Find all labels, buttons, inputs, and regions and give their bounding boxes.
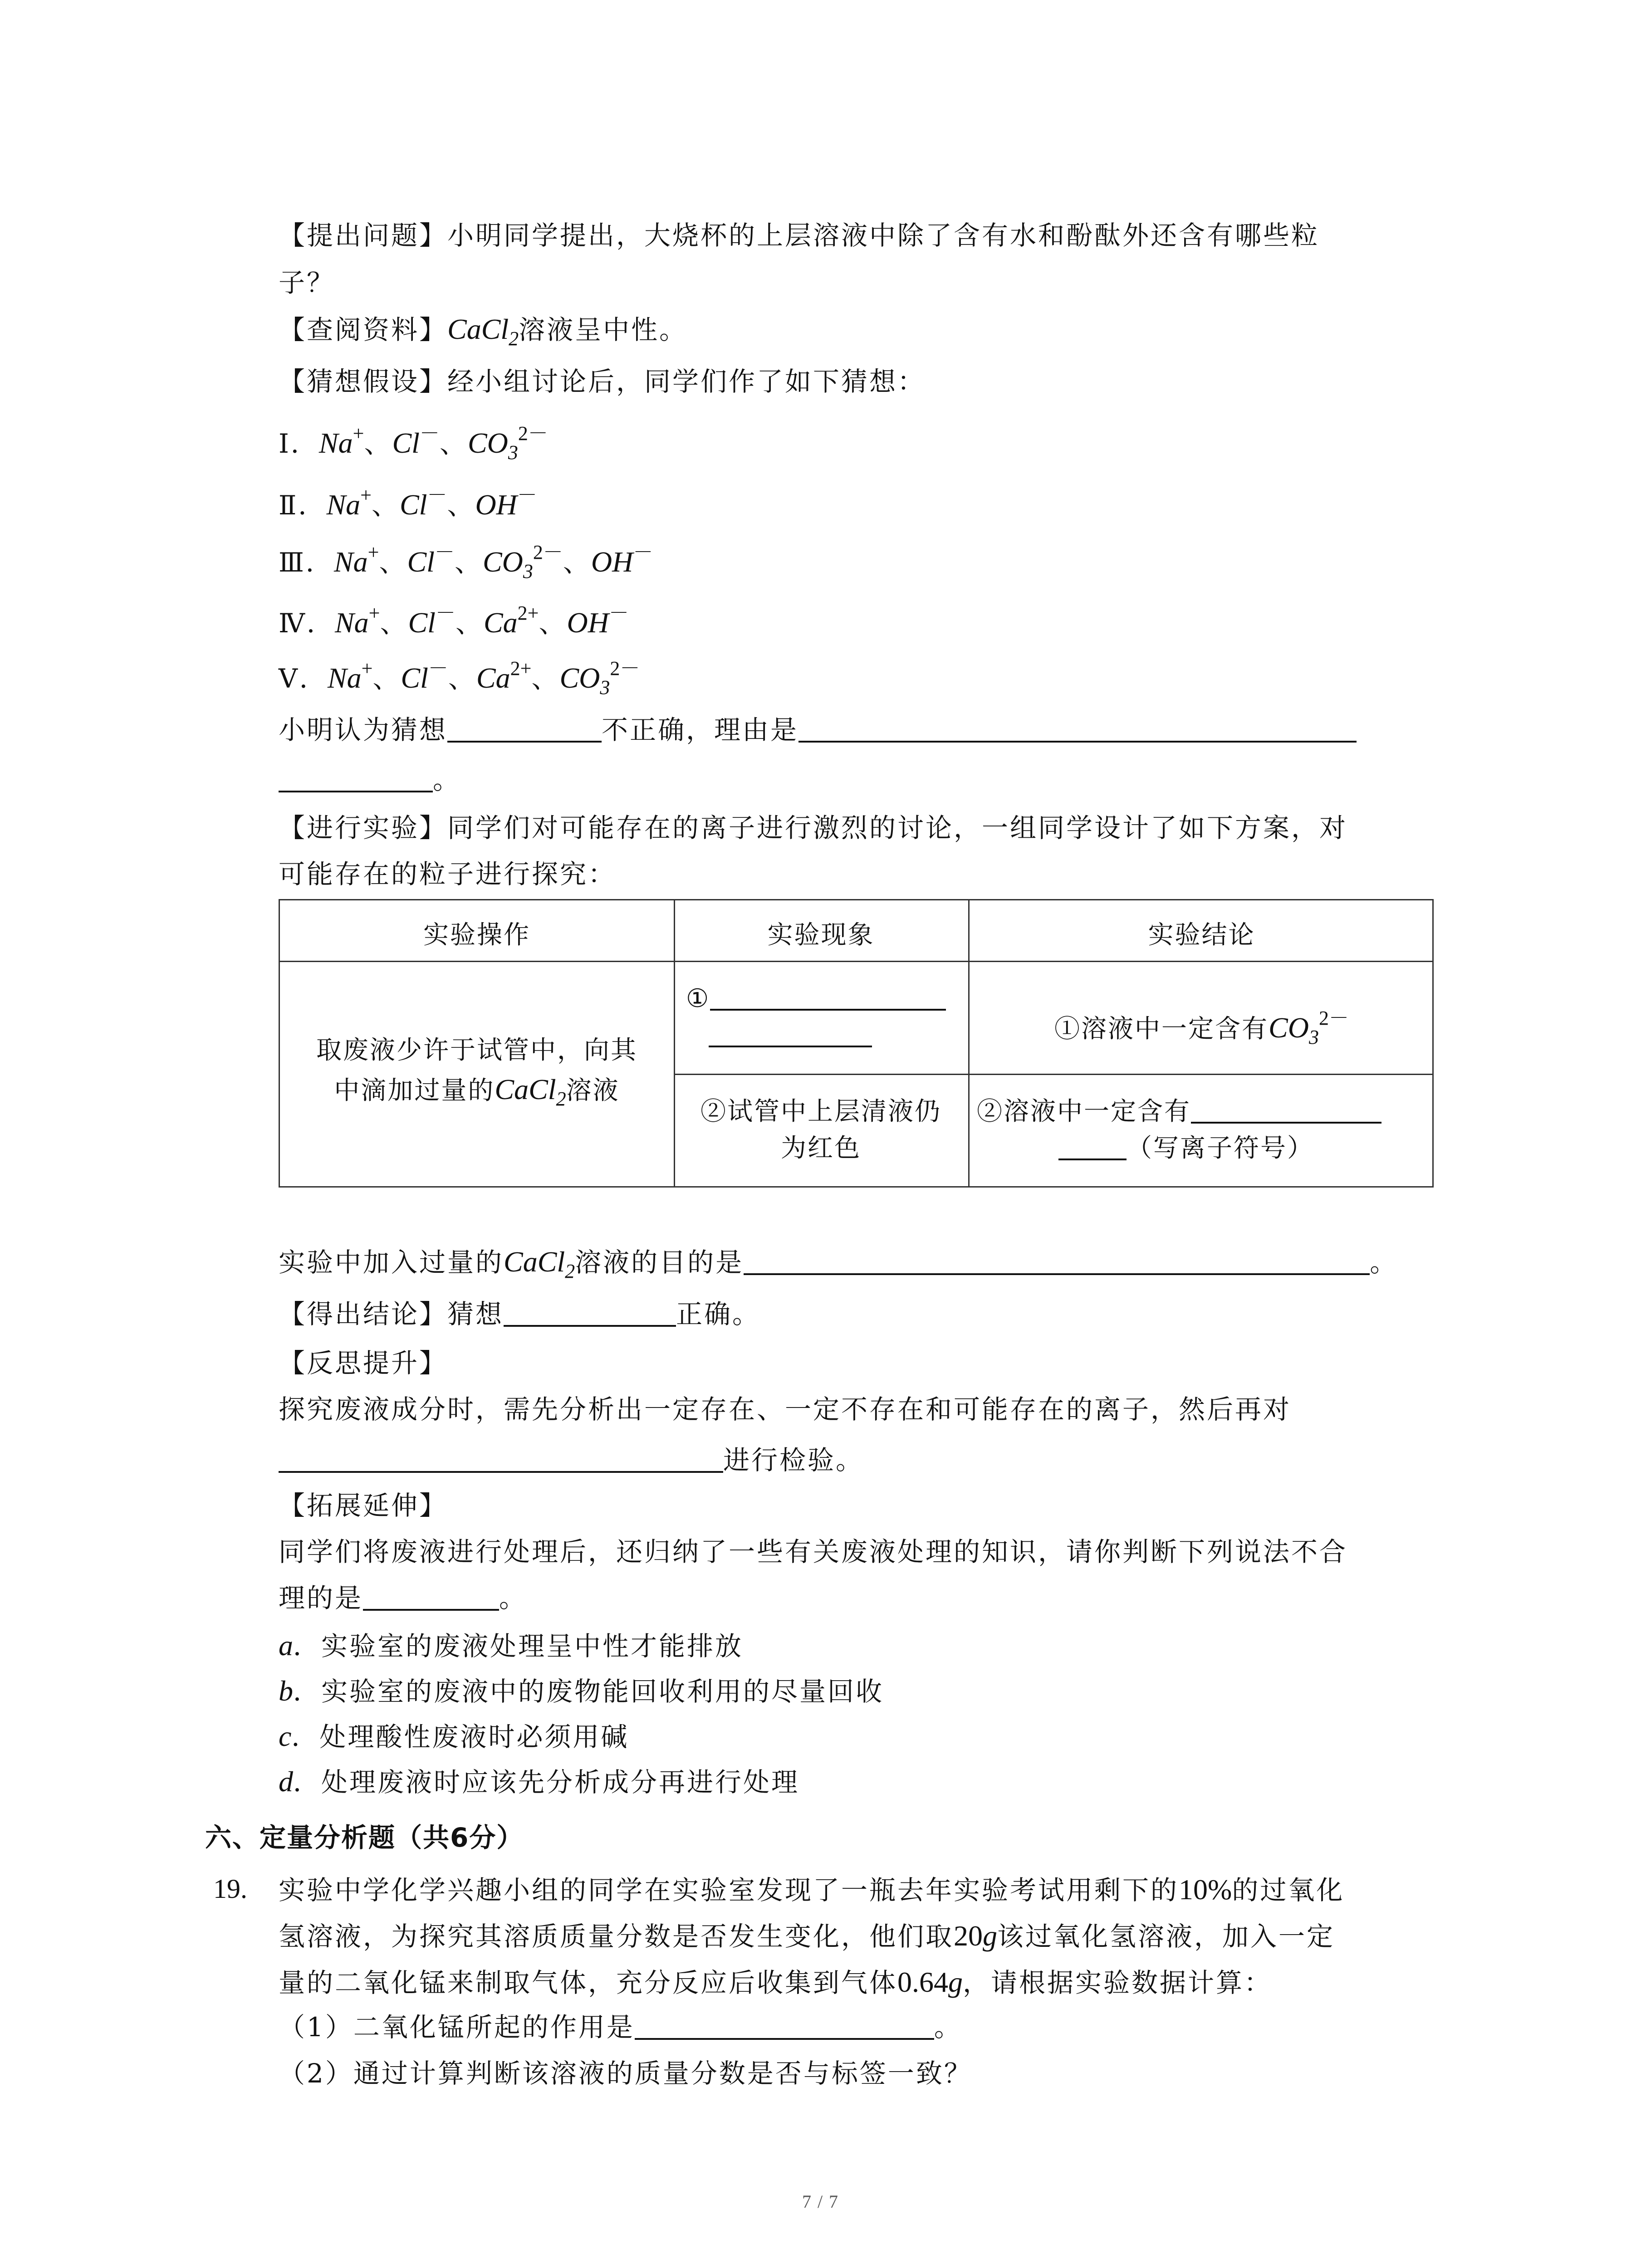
guess-5: Ⅴ．Na+、Cl－、$Ca^{2+}$、$CO_3^{2-}$	[279, 657, 640, 699]
reason-blank-cont[interactable]	[279, 791, 433, 792]
info-text: 溶液呈中性。	[519, 314, 688, 345]
catalyst-blank[interactable]	[635, 2038, 934, 2040]
extend-heading: 【拓展延伸】	[279, 1490, 448, 1521]
experiment-table	[279, 899, 1434, 1188]
problem-line: 【提出问题】小明同学提出，大烧杯的上层溶液中除了含有水和酚酞外还含有哪些粒	[279, 220, 1320, 251]
table-header-conclusion: 实验结论	[1148, 920, 1255, 950]
ion-symbol-blank-cont[interactable]	[1058, 1158, 1127, 1160]
option-c: c．处理酸性废液时必须用碱	[279, 1720, 629, 1752]
problem-line-tail: 子？	[279, 267, 335, 298]
table-header-phenomenon: 实验现象	[767, 920, 875, 950]
table-divider	[280, 961, 1432, 962]
wrong-guess-line: 小明认为猜想 不正确，理由是	[279, 717, 1357, 743]
ion-symbol-blank[interactable]	[1191, 1122, 1381, 1124]
reflect-heading: 【反思提升】	[279, 1348, 448, 1378]
option-d: d．处理废液时应该先分析成分再进行处理	[279, 1765, 800, 1798]
question-number: 19.	[213, 1874, 247, 1904]
guess-3: Ⅲ．Na+、Cl－、$CO_3^{2-}$、OH－	[279, 541, 653, 582]
guess-2: Ⅱ．Na+、Cl－、OH－	[279, 484, 537, 521]
option-a: a．实验室的废液处理呈中性才能排放	[279, 1629, 744, 1662]
table-cell-operation: 取废液少许于试管中，向其 中滴加过量的CaCl$_2$溶液	[316, 1036, 637, 1110]
reflect-blank[interactable]	[279, 1471, 723, 1473]
experiment-line-tail: 可能存在的粒子进行探究：	[279, 859, 617, 890]
result-line: 【得出结论】猜想 正确。	[279, 1299, 761, 1330]
purpose-line: 实验中加入过量的CaCl$_2$溶液的目的是 。	[279, 1246, 1398, 1282]
guess-1: Ⅰ．Na+、Cl－、$CO_3^{2-}$	[279, 422, 548, 464]
extend-line: 同学们将废液进行处理后，还归纳了一些有关废液处理的知识，请你判断下列说法不合	[279, 1536, 1348, 1567]
table-divider	[674, 1074, 1432, 1075]
phenomenon-blank-cont[interactable]	[709, 1046, 872, 1047]
info-formula-sub: 2	[509, 327, 519, 350]
info-line	[279, 315, 687, 349]
guess-4: Ⅳ．Na+、Cl－、$Ca^{2+}$、OH－	[279, 602, 629, 639]
q19-line-1: 实验中学化学兴趣小组的同学在实验室发现了一瓶去年实验考试用剩下的10%的过氧化	[279, 1873, 1345, 1906]
info-formula: CaCl	[447, 313, 509, 345]
reflect-line-tail: 进行检验。	[279, 1447, 864, 1473]
q19-sub-2: （2）通过计算判断该溶液的质量分数是否与标签一致？	[279, 2058, 972, 2089]
q19-sub-1: （1）二氧化锰所起的作用是 。	[279, 2012, 962, 2043]
table-cell-conclusion-1: ①溶液中一定含有$CO_3^{2-}$	[1054, 1007, 1349, 1048]
q19-line-2: 氢溶液，为探究其溶质质量分数是否发生变化，他们取20g该过氧化氢溶液，加入一定	[279, 1920, 1335, 1952]
purpose-blank[interactable]	[744, 1273, 1370, 1275]
extend-blank[interactable]	[363, 1609, 499, 1611]
table-cell-conclusion-2: ②溶液中一定含有 （写离子符号）	[977, 1093, 1430, 1167]
info-head: 【查阅资料】	[279, 314, 448, 345]
table-cell-phenomenon-1: ①	[686, 980, 958, 1054]
extend-line-tail: 理的是 。	[279, 1583, 528, 1613]
table-cell-phenomenon-2: ②试管中上层清液仍 为红色	[700, 1097, 941, 1163]
option-b: b．实验室的废液中的废物能回收利用的尽量回收	[279, 1675, 884, 1707]
guess-heading: 【猜想假设】经小组讨论后，同学们作了如下猜想：	[279, 366, 926, 397]
page-number: 7 / 7	[802, 2191, 839, 2212]
reason-line-2: 。	[279, 767, 461, 793]
experiment-line: 【进行实验】同学们对可能存在的离子进行激烈的讨论，一组同学设计了如下方案，对	[279, 812, 1348, 843]
section-heading: 六、定量分析题（共6分）	[205, 1822, 524, 1853]
q19-line-3: 量的二氧化锰来制取气体，充分反应后收集到气体0.64g，请根据实验数据计算：	[279, 1966, 1273, 1998]
table-header-operation: 实验操作	[423, 920, 530, 950]
wrong-guess-blank[interactable]	[447, 741, 602, 743]
reason-blank[interactable]	[798, 741, 1357, 743]
result-blank[interactable]	[504, 1325, 676, 1327]
phenomenon-blank[interactable]	[710, 1009, 946, 1011]
reflect-line: 探究废液成分时，需先分析出一定存在、一定不存在和可能存在的离子，然后再对	[279, 1394, 1292, 1425]
